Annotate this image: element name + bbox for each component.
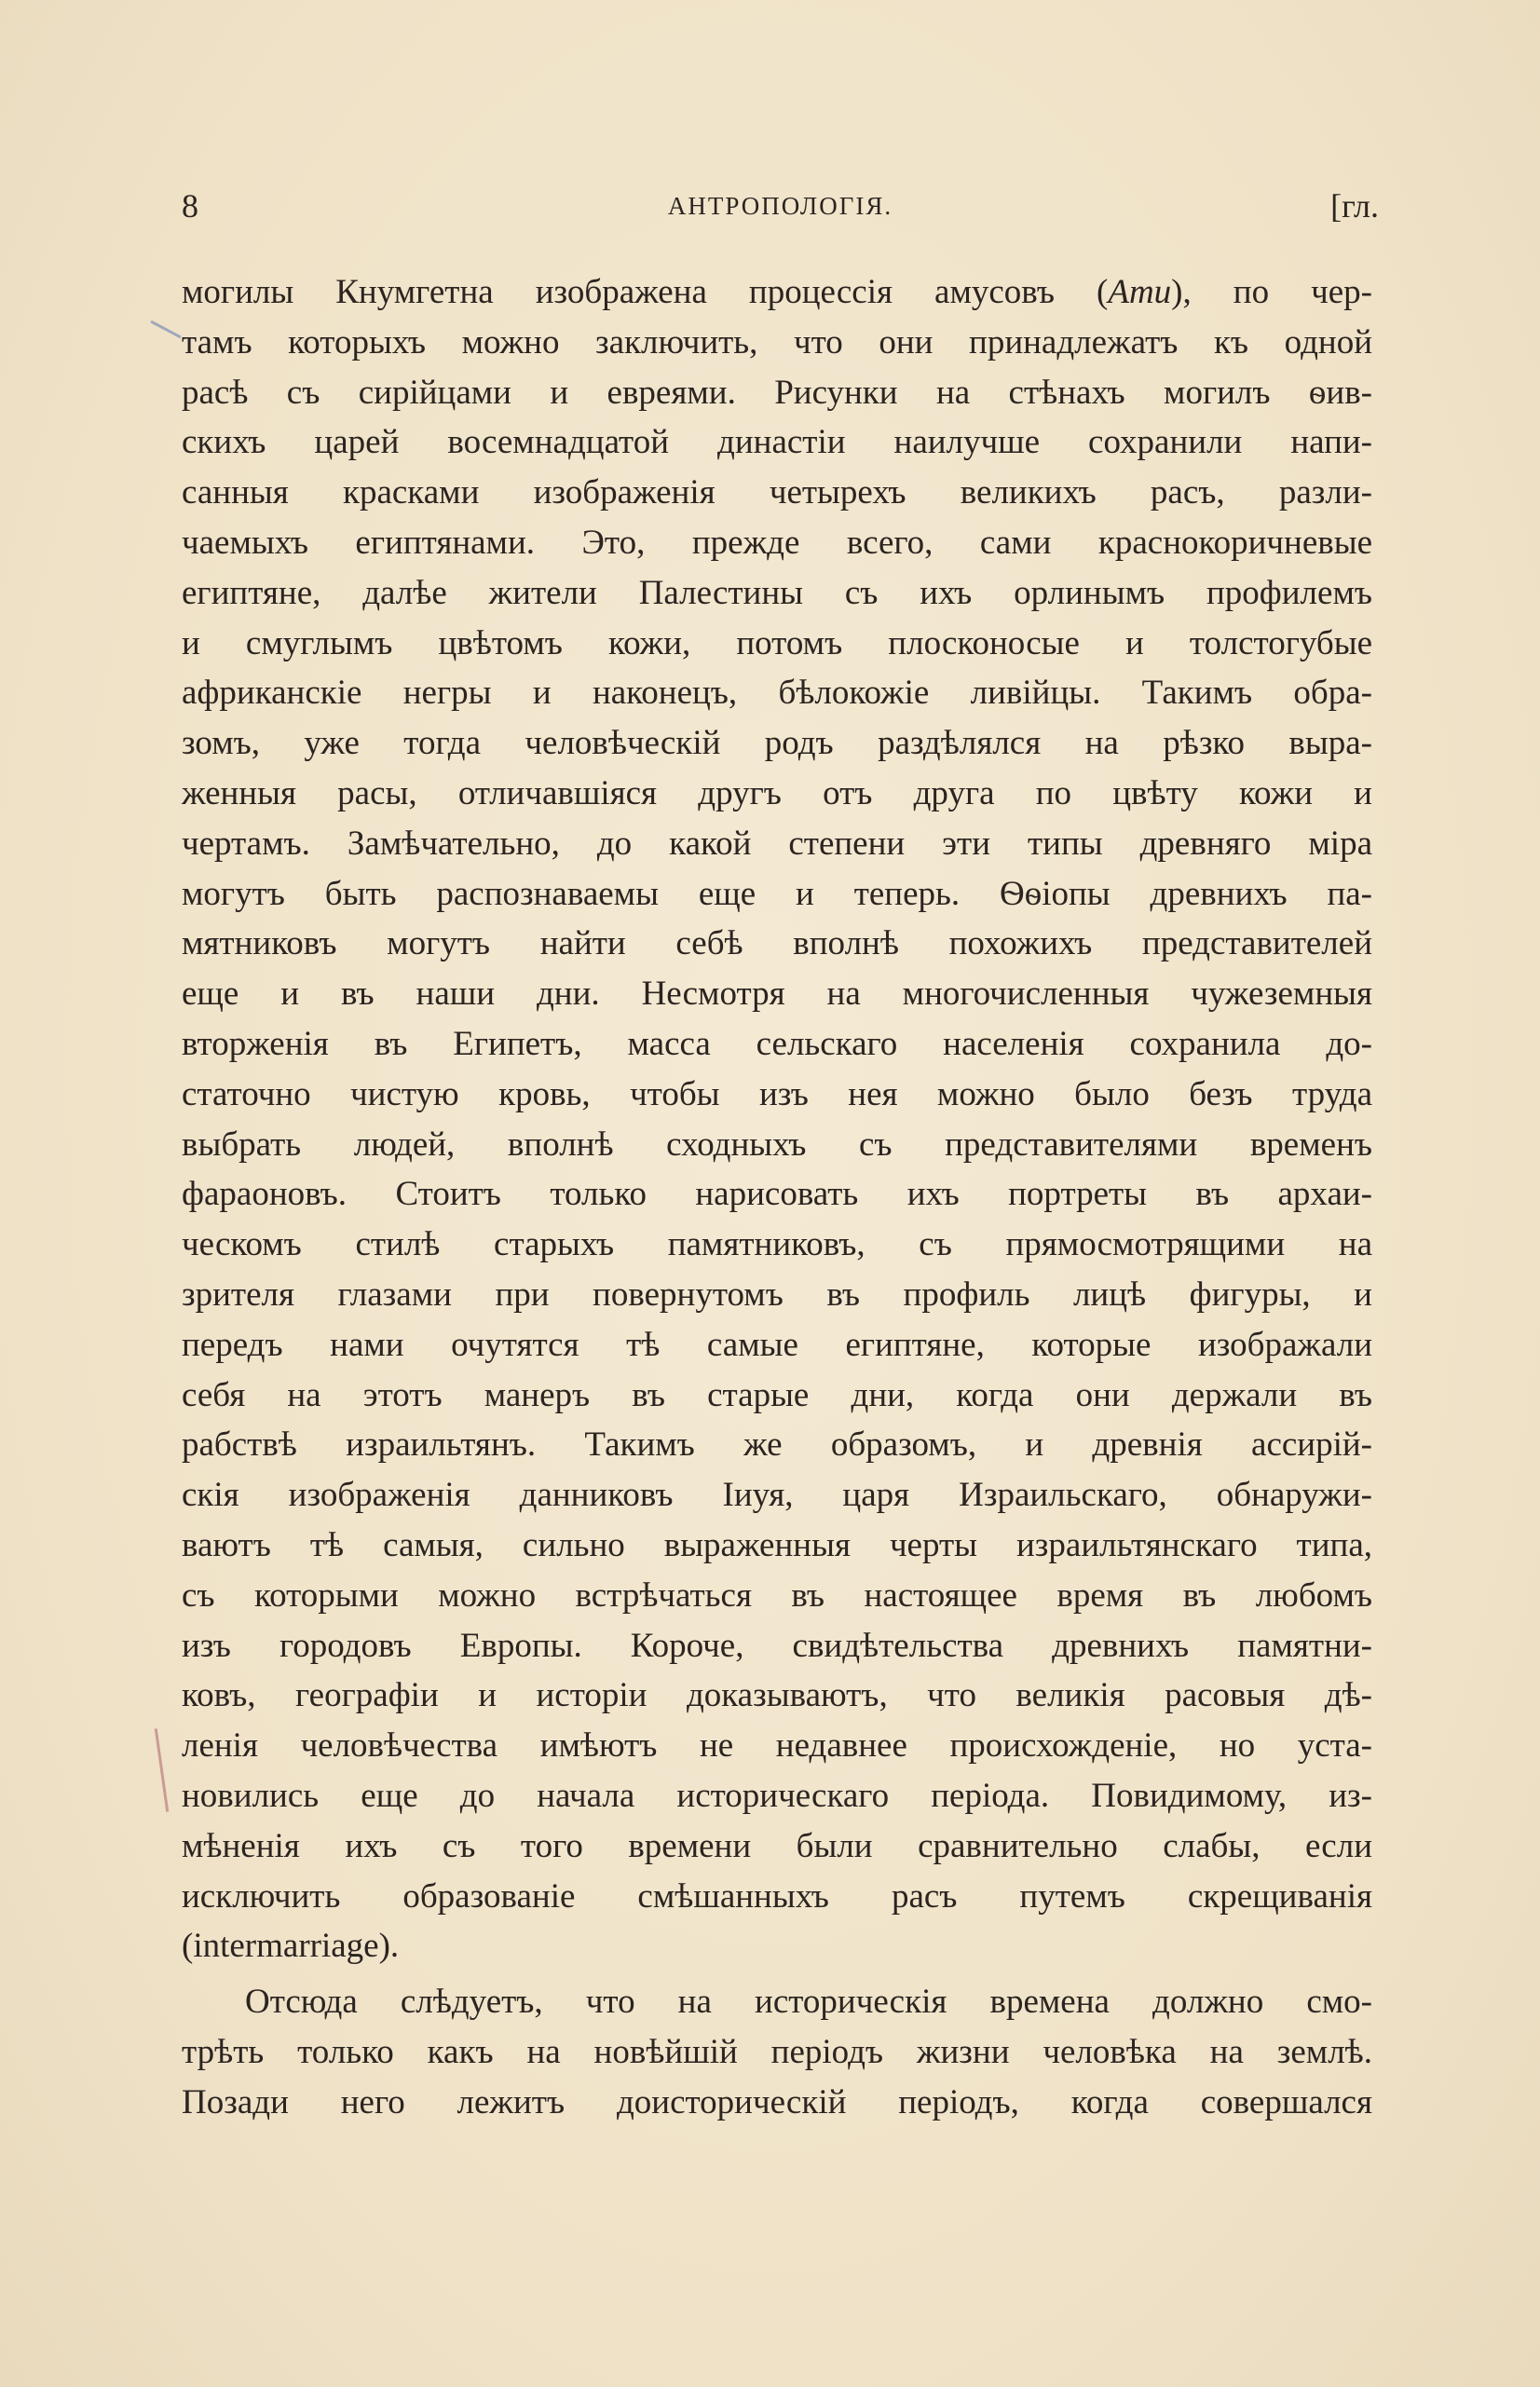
text-line: мѣненія ихъ съ того времени были сравнительно слабы, если — [182, 1826, 1372, 1865]
text-line: вторженія въ Египетъ, масса сельскаго населенія сохранила до- — [182, 1024, 1372, 1063]
page-number: 8 — [182, 187, 198, 225]
text-line: мятниковъ могутъ найти себѣ вполнѣ похожихъ представителей — [182, 924, 1372, 963]
text-line: себя на этотъ манеръ въ старые дни, когда они держали въ — [182, 1375, 1372, 1414]
text-line: статочно чистую кровь, чтобы изъ нея можно было безъ труда — [182, 1074, 1372, 1113]
text-line: египтяне, далѣе жители Палестины съ ихъ орлинымъ профилемъ — [182, 573, 1372, 612]
text-line: еще и въ наши дни. Несмотря на многочисленныя чужеземныя — [182, 975, 1372, 1014]
paragraph — [182, 1977, 1372, 2127]
text-line: африканскіе негры и наконецъ, бѣлокожіе ливійцы. Такимъ обра- — [182, 674, 1372, 713]
text-line: фараоновъ. Стоитъ только нарисовать ихъ портреты въ архаи- — [182, 1175, 1372, 1214]
text-line: тамъ которыхъ можно заключить, что они принадлежатъ къ одной — [182, 322, 1372, 361]
text-line: изъ городовъ Европы. Короче, свидѣтельства древнихъ памятни- — [182, 1626, 1372, 1665]
text-line: расѣ съ сирійцами и евреями. Рисунки на стѣнахъ могилъ ѳив- — [182, 373, 1372, 412]
text-line: ческомъ стилѣ старыхъ памятниковъ, съ прямосмотрящими на — [182, 1225, 1372, 1264]
text-line: чертамъ. Замѣчательно, до какой степени эти типы древняго міра — [182, 824, 1372, 863]
text-line: выбрать людей, вполнѣ сходныхъ съ представителями временъ — [182, 1125, 1372, 1164]
text-line: новились еще до начала историческаго періода. Повидимому, из- — [182, 1776, 1372, 1815]
text-line: передъ нами очутятся тѣ самые египтяне, которые изображали — [182, 1325, 1372, 1364]
margin-pencil-line — [155, 1728, 169, 1812]
text-line: скихъ царей восемнадцатой династіи наилучше сохранили напи- — [182, 423, 1372, 462]
text-line: ленія человѣчества имѣютъ не недавнее происхожденіе, но уста- — [182, 1726, 1372, 1766]
text-line: зрителя глазами при повернутомъ въ профиль лицѣ фигуры, и — [182, 1275, 1372, 1314]
text-line: санныя красками изображенія четырехъ великихъ расъ, разли- — [182, 473, 1372, 512]
text-line: исключить образованіе смѣшанныхъ расъ путемъ скрещиванія — [182, 1876, 1372, 1916]
body-text — [182, 267, 1372, 2127]
text-line: могилы Кнумгетна изображена процессія амусовъ (Аmu), по чер- — [182, 273, 1372, 311]
text-line: могутъ быть распознаваемы еще и теперь. Ѳѳіопы древнихъ па- — [182, 874, 1372, 913]
text-line: (intermarriage). — [182, 1927, 400, 1966]
paragraph — [182, 267, 1372, 1971]
text-line: Позади него лежитъ доисторическій періодъ, когда совершался — [182, 2082, 1372, 2121]
text-line: зомъ, уже тогда человѣческій родъ раздѣлялся на рѣзко выра- — [182, 724, 1372, 763]
running-header — [182, 186, 1379, 242]
text-line: рабствѣ израильтянъ. Такимъ же образомъ, и древнія ассирій- — [182, 1425, 1372, 1465]
text-line: и смуглымъ цвѣтомъ кожи, потомъ плосконосые и толстогубые — [182, 623, 1372, 662]
text-line: трѣть только какъ на новѣйшій періодъ жизни человѣка на землѣ. — [182, 2032, 1372, 2071]
margin-pencil-mark — [150, 321, 181, 339]
running-title: АНТРОПОЛОГІЯ. — [667, 192, 893, 220]
chapter-mark: [гл. — [1330, 187, 1379, 225]
text-line: съ которыми можно встрѣчаться въ настоящее время въ любомъ — [182, 1575, 1372, 1615]
text-line: Отсюда слѣдуетъ, что на историческія времена должно смо- — [245, 1983, 1372, 2022]
text-line: скія изображенія данниковъ Іиуя, царя Израильскаго, обнаружи- — [182, 1476, 1372, 1515]
text-line: женныя расы, отличавшіяся другъ отъ друга по цвѣту кожи и — [182, 773, 1372, 812]
text-line: ваютъ тѣ самыя, сильно выраженныя черты израильтянскаго типа, — [182, 1525, 1372, 1564]
text-line: чаемыхъ египтянами. Это, прежде всего, сами краснокоричневые — [182, 523, 1372, 562]
text-line: ковъ, географіи и исторіи доказываютъ, что великія расовыя дѣ- — [182, 1676, 1372, 1715]
